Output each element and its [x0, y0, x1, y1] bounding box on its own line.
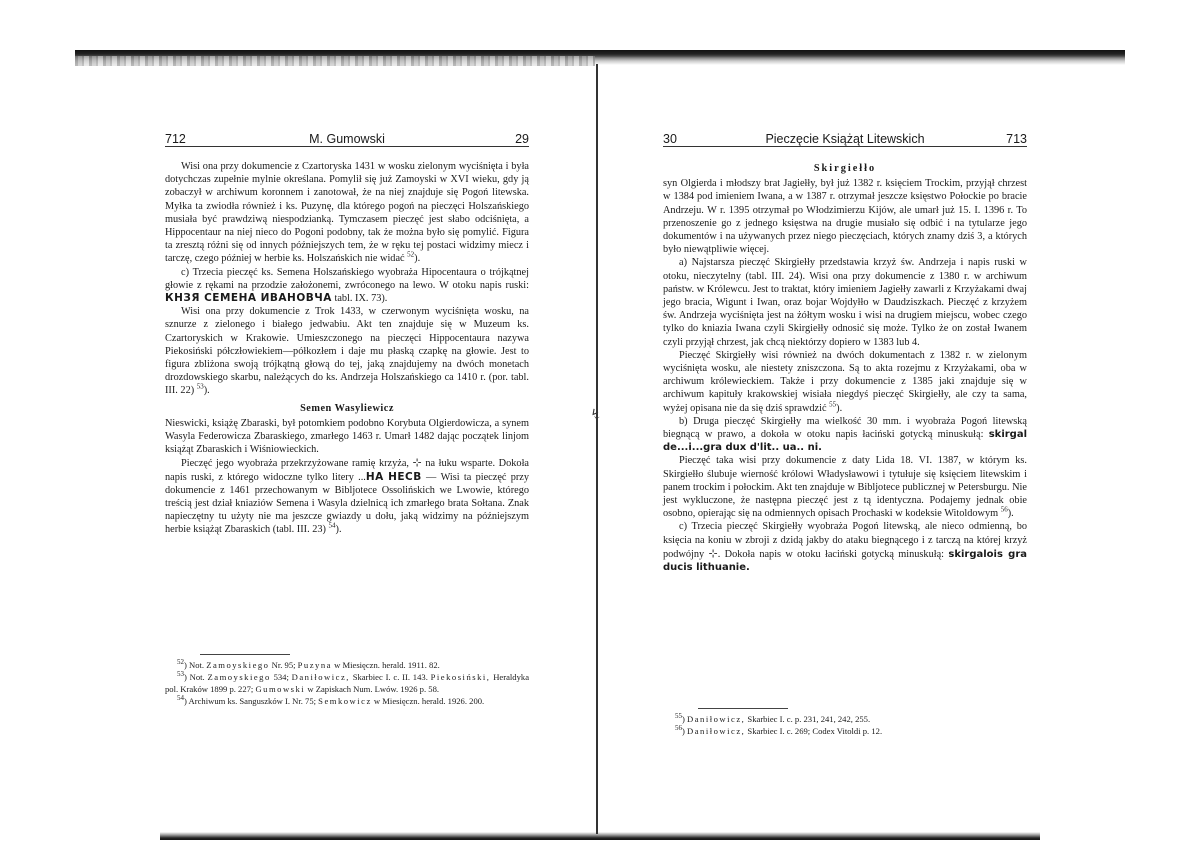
right-page-number: 30 — [663, 132, 677, 146]
footnote-ref: 54 — [328, 522, 336, 531]
paragraph: a) Najstarsza pieczęć Skirgiełły przedstawia krzyż św. Andrzeja i napis ruski w otoku, nieczytelny (tabl. III. 24). Wisi ona przy dokumencie z 1380 r. w archiwum państw. w Królewcu. Jest to traktat, który imieniem Jagiełły zawarli z Krzyżakami dwaj jego bracia, Wigunt i Iwan, oraz bojar Wojdyłło w Daudziszkach. Pieczęć z krzyżem św. Andrzeja wyciśnięta jest na żółtym wosku i wisi na drugiem miejscu, wobec czego tylko do kniazia Iwana czyli Skirgiełły odnosić się może. Tylko że on został Iwanem czyli przyjął chrzest, jak chcą niektórzy dopiero w 1383 lub 4. — [663, 257, 1027, 348]
left-header-rule — [165, 146, 529, 147]
right-footnote-rule — [698, 708, 788, 709]
paragraph: Pieczęć jego wyobraża przekrzyżowane ramię krzyża, ⊹ na łuku wsparte. Dokoła napis ruski, z którego widoczne tylko litery ...НА НЕСВ — Wisi ta pieczęć przy dokumencie z 1461 przechowanym w Bibljotece Ossolińskich we Lwowie, którego treścią jest dział kniaziów Semena i Wasyla dzielnicą ich zmarłego brata Sołtana. Znak napieczętny tu użyty nie ma jeszcze gwiazdy u dołu, jaką widzimy na późniejszym herbie książąt Zbaraskich (tabl. III. 23) $^{54}$). — [165, 456, 530, 536]
paragraph: Wisi ona przy dokumencie z Trok 1433, w czerwonym wyciśnięta wosku, na sznurze z zielonego i białego jedwabiu. Akt ten znajduje się w Muzeum ks. Czartoryskich w Krakowie. Umieszczonego na pieczęci Hippocentaura nazywa Piekosiński półczłowiekiem—półkozłem i daje mu płaską czapkę na głowie. Jest to figura zbliżona swoją trójkątną głową do tej, jaką znajdujemy na dwóch monetach drozdowskiego skarbu, należących do ks. Andrzeja Holszańskiego ca 1410 r. (por. tabl. III. 22) $^{53}$). — [165, 306, 529, 397]
right-header-rule — [663, 146, 1027, 147]
left-page-number: 712 — [165, 132, 186, 146]
right-page-body — [663, 158, 1027, 574]
paragraph: b) Druga pieczęć Skirgiełły ma wielkość 30 mm. i wyobraża Pogoń litewską biegnącą w prawo, a dokoła w otoku napis łaciński gotycką minuskułą: skirgal de...i...gra dux d'lit.. ua.. ni. — [663, 415, 1028, 454]
section-title: Skirgiełło — [813, 163, 877, 174]
cyrillic-inscription: КНЗЯ СЕМЕНА ИВАНОВЧА — [165, 292, 332, 305]
right-page-number-alt: 713 — [1006, 132, 1027, 146]
double-cross-icon: ⊹ — [708, 546, 718, 560]
latin-inscription: skirgal de...i...gra dux d'lit.. ua.. ni. — [663, 429, 1028, 454]
cross-icon: ⊹ — [412, 456, 422, 470]
paragraph: c) Trzecia pieczęć ks. Semena Holszańskiego wyobraża Hipocentaura o trójkątnej głowie z rękami na przodzie założonemi, zwróconego na lewo. W otoku napis ruski: КНЗЯ СЕМЕНА ИВАНОВЧА tabl. IX. 73). — [165, 266, 529, 305]
footnote-ref: 56 — [1000, 505, 1008, 514]
scan-edge-bottom — [160, 832, 1040, 840]
footnote-ref: 55 — [829, 400, 837, 409]
gutter-mark: ↯ — [590, 408, 602, 423]
paragraph: syn Olgierda i młodszy brat Jagiełły, był już 1382 r. księciem Trockim, przyjął chrzest w 1384 pod imieniem Iwana, a w 1387 r. otrzymał jeszcze księstwo Połockie po bracie Andrzeju. W r. 1395 otrzymał po Włodzimierzu Kijów, ale umarł już 15. I. 1396 r. To przenoszenie go z jednego księstwa na drugie musiało się odbić i na tytularze jego dokumentów i na używanych przez niego pieczęciach, których znamy dziś 3, a których było niewątpliwie więcej. — [663, 178, 1027, 256]
scan-noise-left — [75, 56, 595, 66]
left-footnote-rule — [200, 654, 290, 655]
footnote-ref: 53 — [196, 383, 204, 392]
right-running-title: Pieczęcie Książąt Litewskich — [765, 132, 925, 146]
paragraph: Pieczęć Skirgiełły wisi również na dwóch dokumentach z 1382 r. w zielonym wyciśnięta wosku, ale niestety zniszczona. Są to akta rozejmu z Krzyżakami, oba w archiwum królewieckiem. Także i przy dokumencie z 1385 jaki znajduje się w archiwum kapituły krakowskiej wisiała niegdyś pieczęć Skirgiełły, ale czy ta sama, wyżej opisana nie da się dziś sprawdzić $^{55}$). — [663, 349, 1027, 414]
latin-inscription: skirgalois gra ducis lithuanie. — [663, 548, 1028, 574]
footnote-ref: 52 — [407, 251, 415, 259]
left-page-number-alt: 29 — [515, 132, 529, 146]
paragraph: Wisi ona przy dokumencie z Czartoryska 1431 w wosku zielonym wyciśnięta i była dotychczas zupełnie mylnie określana. Pomylił się już Zamoyski w XVI wieku, gdy ją zobaczył w archiwum koronnem i zanotował, że na niej znajduje się Pogoń litewska. Myłka ta zwiodła również i ks. Puzynę, dla którego pogoń na pieczęci Holszańskiego musiała być prawdziwą niespodzianką. Tymczasem pieczęć jest słabo odciśnięta, a Hippocentaur na niej nieco do Pogoni podobny, tak że można było się pomylić. Figura ta zresztą różni się od innych późniejszych tem, że w ręku tej postaci widzimy miecz i tarczę, czego później w herbie ks. Holszańskich nie widać $^{52}$). — [165, 161, 529, 265]
section-title: Semen Wasyliewicz — [300, 402, 394, 414]
footnote: $^{54}$) Archiwum ks. Sanguszków I. Nr. 75; Semkowicz w Miesięczn. herald. 1926. 200. — [177, 694, 485, 707]
cyrillic-inscription: НЕСВ — [388, 470, 422, 483]
footnote: $^{56}$) Daniłowicz, Skarbiec I. c. 269; Codex Vitoldi p. 12. — [675, 724, 883, 737]
footnote: $^{55}$) Daniłowicz, Skarbiec I. c. p. 231, 241, 242, 255. — [675, 712, 871, 724]
paragraph: Pieczęć taka wisi przy dokumencie z daty Lida 18. VI. 1387, w którym ks. Skirgiełło ślubuje wierność królowi Władysławowi i tytułuje się księciem litewskim i panem trockim i połockim. Akt ten znajduje w Bibljotece publicznej w Petersburgu. Nie jest wykluczone, że następna pieczęć jest z tą identyczna. Podajemy jednak obie osobno, opierając się na odmiennych opisach Prochaski w kodeksie Witoldowym $^{56}$). — [663, 455, 1027, 520]
footnote: $^{52}$) Not. Zamoyskiego Nr. 95; Puzyna w Miesięczn. herald. 1911. 82. — [177, 658, 440, 670]
footnote: $^{53}$) Not. Zamoyskiego 534; Daniłowicz, Skarbiec I. c. II. 143. Piekosiński, Heraldyka pol. Kraków 1899 p. 227; Gumowski w Zapiskach Num. Lwów. 1926 p. 58. — [165, 670, 530, 694]
left-footnotes — [165, 660, 529, 709]
cyrillic-inscription: НА — [365, 470, 384, 483]
paragraph: c) Trzecia pieczęć Skirgiełły wyobraża Pogoń litewską, ale nieco odmienną, bo księcia na koniu w zbroji z dzidą jakby do ataku biegnącego i z tarczą na której krzyż podwójny ⊹. Dokoła napis w otoku łaciński gotycką minuskułą: skirgalois gra ducis lithuanie. — [663, 521, 1028, 574]
left-page-body — [165, 160, 529, 537]
paragraph: Nieswicki, książę Zbaraski, był potomkiem podobno Korybuta Olgierdowicza, a synem Wasyla Federowicza Zbaraskiego, zmarłego 1463 r. Umarł 1482 dając początek linjom książąt Zbaraskich i Wiśniowieckich. — [165, 417, 529, 456]
left-running-title: M. Gumowski — [309, 132, 385, 146]
right-footnotes — [663, 714, 1027, 739]
book-gutter — [596, 64, 598, 834]
